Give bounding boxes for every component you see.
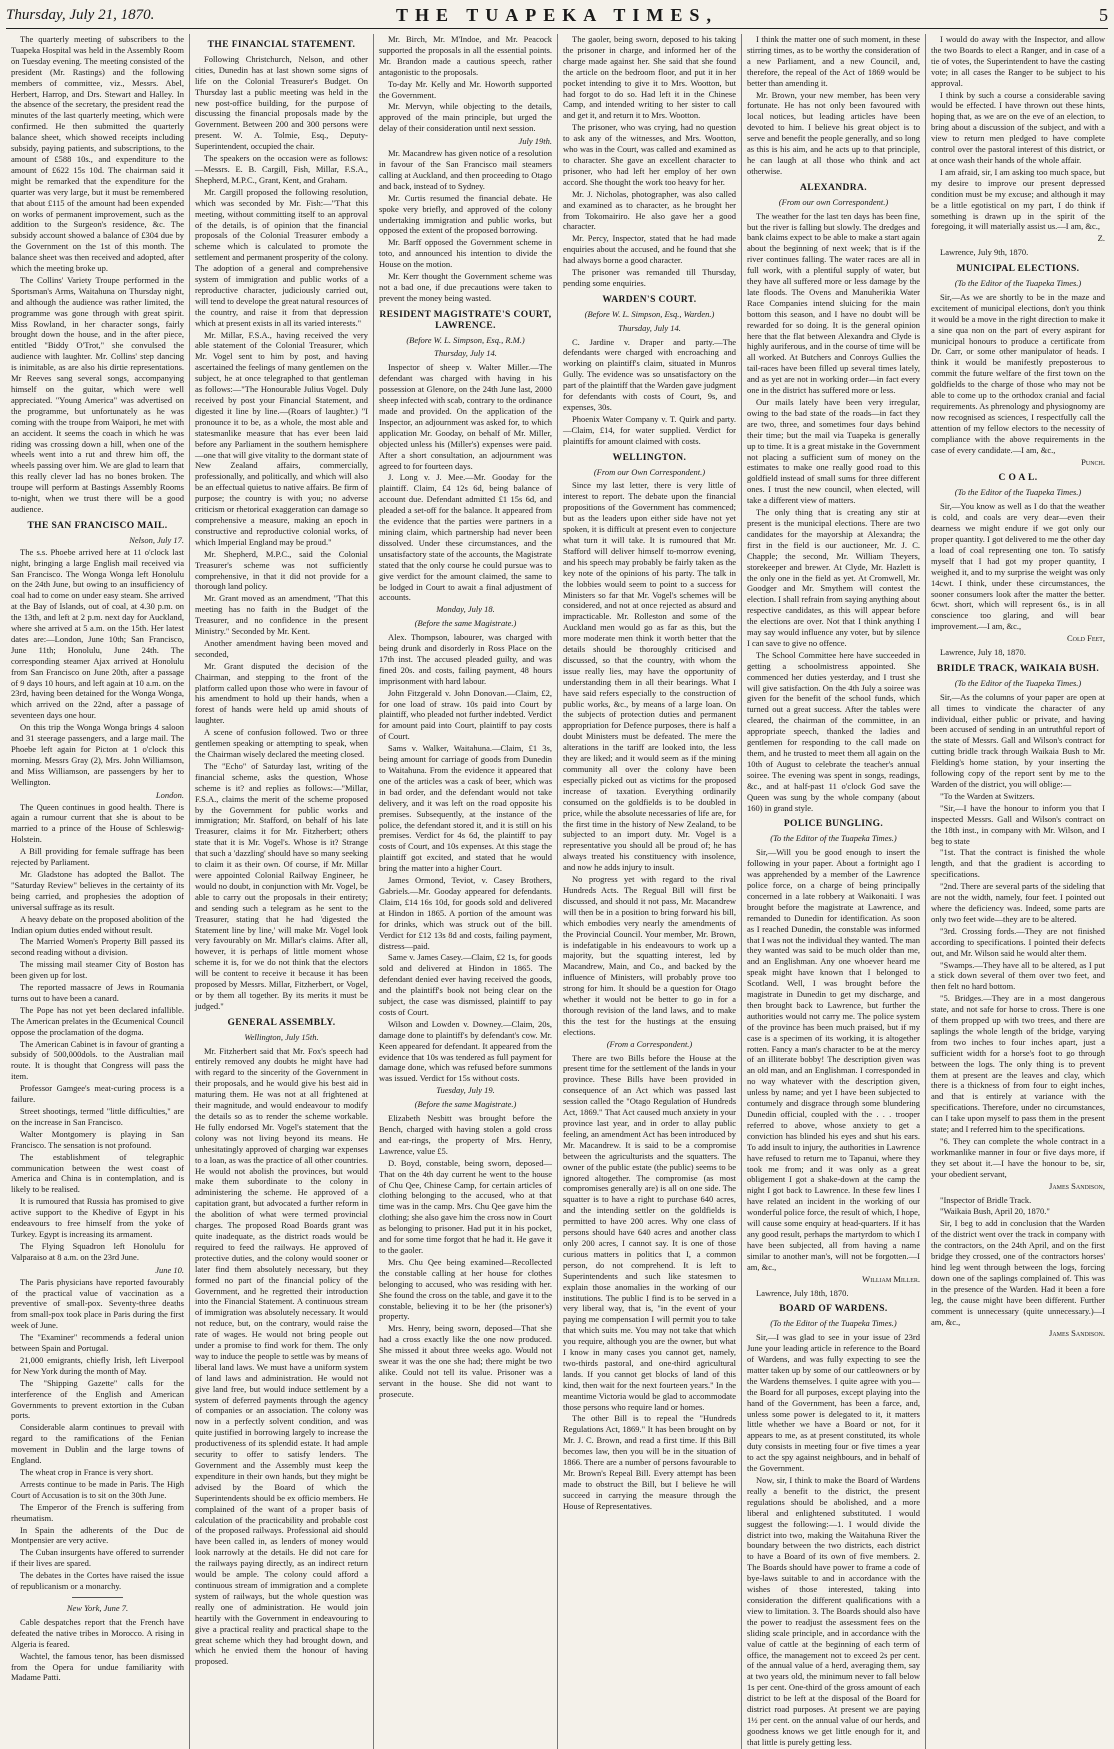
news-item: The reported massacre of Jews in Roumania turns out to have been a canard.	[11, 982, 184, 1003]
variety-troupe-article: The Collins' Variety Troupe performed in the Sportsman's Arms, Waitahuna on Thursday night, and although the audience was rather limited, the programme was gone through with great spirit. Miss Rowland, in her character songs, fairly brought down the house, and in the after piece, entitled "Biddy O'Trot," she convulsed the audience with laughter. Mr. Collins' step dancing is inimitable, as are also his dirtie representations. Mr Reeves sang several songs, accompanying himself on the guitar, which were well appreciated. "Young America" was advertised on the programme, but unfortunately as he was coming with the troupe from Waipori, he met with an accident. It seems the coach in which he was riding was crossing down a hill, when one of the wheels went into a rut and threw him off, the wheels passing over him. We are glad to learn that this really clever lad has no bones broken. The troupe will perform at Bastings Assembly Rooms to-night, when we trust there will be a good audience.	[11, 274, 184, 514]
news-item: A heavy debate on the proposed abolition of the Indian opium duties ended without result.	[11, 913, 184, 935]
board-byline: (To the Editor of the Tuapeka Times.)	[770, 1318, 897, 1329]
alexandra-paragraph: The weather for the last ten days has been fine, but the river is falling but slowly. The dredges and bank claims expect to be able to make a start again about the beginning of next week; that is if the river continues falling. The water races are all in full work, with a plentiful supply of water, but they have all suffered more or less damage by the late floods. The Ovens and Manuherikia Water Race Companies intend sluicing for the main bottom this season, and I have no doubt will be rewarded for so doing. It is the general opinion here that the flat between Alexandra and Clyde is highly auriferous, and in the course of time will be all worked. At Butchers and Conroys Gullies the tail-races have been filled up several times lately, and as yet are not in working order—in fact every one in the district has suffered more or less.	[747, 210, 920, 396]
board-date: Lawrence, July 9th, 1870.	[940, 247, 1029, 258]
news-item: In Spain the adherents of the Duc de Montpensier are very active.	[11, 1524, 184, 1546]
board-paragraph: I think by such a course a considerable saving would be effected. I have thrown out these hints, hoping that, as we are on the eve of an election, to bring about a discussion of the subject, and with a view to return men pledged to have complete control over the pastoral interest of this district, or at once wash their hands of the whole affair.	[931, 89, 1105, 165]
news-item: The American Cabinet is in favour of granting a subsidy of 500,000dols. to the Australian mail route. It is thought that Congress will pass the item.	[11, 1038, 184, 1082]
news-item: A Bill providing for female suffrage has been rejected by Parliament.	[11, 846, 184, 868]
court-case: John Fitzgerald v. John Donovan.—Claim, £2, for one load of straw. 10s paid into Court by plaintiff, who pleaded not further indebted. Verdict for amount paid into Court, plaintiff to pay costs of Court.	[379, 687, 552, 742]
resident-court-date: Monday, July 18.	[436, 604, 495, 615]
alexandra-heading: ALEXANDRA.	[799, 182, 868, 193]
column-5	[742, 34, 926, 1749]
bridle-paragraph: "Sir,—I have the honour to inform you that I inspected Messrs. Gall and Wilson's contract on the 18th inst., in company with Mr. Wilson, and I beg to state	[931, 802, 1105, 846]
financial-paragraph: The speakers on the occasion were as follows:—Messrs. E. B. Cargill, Fish, Millar, F.S.A., Shepherd, M.P.C., Grant, Kent, and Graham.	[195, 153, 368, 185]
board-paragraph: I would do away with the Inspector, and allow the two Boards to elect a Ranger, and in case of a tie of votes, the Superintendent to have the casting vote; in all cases the Ranger to be subject to his approval.	[931, 34, 1105, 88]
resident-court-magistrate: (Before the same Magistrate.)	[414, 618, 517, 629]
bridle-paragraph: Sir,—As the columns of your paper are open at all times to vindicate the character of any individual, either public or private, and having been accused of sending in an untruthful report of the state of Messrs. Gall and Wilson's contract for cutting bridle track through Waikaia Bush to Mr. Fielding's home station, by your inserting the following copy of the report sent by me to the Warden of the district, you will oblige:—	[931, 691, 1105, 789]
news-item: The "Examiner" recommends a federal union between Spain and Portugal.	[11, 1332, 184, 1354]
court-case: Same v. James Casey.—Claim, £2 1s, for goods sold and delivered at Hindon in 1865. The defendant denied ever having received the goods, and the plaintiff's book not being clear on the subject, the case was dismissed, plaintiff to pay costs of Court.	[379, 952, 552, 1017]
coal-signature: Cold Feet,	[1067, 633, 1105, 644]
resident-court-date: Tuesday, July 19.	[436, 1085, 495, 1096]
wardens-court-date: Thursday, July 14.	[618, 322, 681, 333]
news-item: Street shootings, termed "little difficulties," are on the increase in San Francisco.	[11, 1106, 184, 1127]
divider	[72, 1597, 124, 1598]
financial-paragraph: Mr. Millar, F.S.A., having received the very able statement of the Colonial Treasurer, which Mr. Vogel sent to him by post, and having ascertained the feelings of many gentlemen on the subject, he at once telegraphed to that gentleman as follows:—"The Honourable Julius Vogel. Duly received by post your Financial Statement, and digested it line by line.—(Roars of laughter.) "I pronounce it to be, as a whole, the most able and statesmanlike measure that has ever been laid before any Parliament in the southern hemisphere—one that will give vitality to the dormant state of New Zealand affairs, commercially, professionally, and politically, and which will also be an effectual quietus to native affairs. Be firm of purpose; the country is with you; no adverse criticism or rhetorical exaggeration can damage so comprehensive a measure, making an epoch in constructive and reproductive colonial works, of which Imperial England may be proud."	[195, 329, 368, 547]
financial-paragraph: Following Christchurch, Nelson, and other cities, Dunedin has at last shown some signs of life on the Colonial Treasurer's Budget. On Thursday last a public meeting was held in the new post-office building, for the purpose of discussing the financial proposals made by the Government. Between 200 and 300 persons were present. W. A. Tolmie, Esq., Deputy-Superintendent, occupied the chair.	[195, 53, 368, 152]
court-case: The gaoler, being sworn, deposed to his taking the prisoner in charge, and informed her of the charge made against her. She said that she found the article on the bedroom floor, and put it in her pocket intending to give it to Mrs. Wootton, but had forgot to do so. Had left it in the Chinese Camp, and intended writing to her sister to call and get it, and return it to Mrs. Wootton.	[563, 34, 736, 121]
bridle-paragraph: "To the Warden at Switzers.	[940, 790, 1035, 801]
page-number: 5	[1099, 5, 1108, 25]
financial-paragraph: Mr. Grant moved as an amendment, "That this meeting has no faith in the Budget of the Treasurer, and no confidence in the present Ministry." Seconded by Mr. Kent.	[195, 593, 368, 637]
court-case: J. Long v. J. Mee.—Mr. Gooday for the plaintiff. Claim, £4 12s 6d, being balance of account due. Defendant admitted £1 15s 6d, and pleaded a set-off for the balance. It appeared from the evidence that the parties were partners in a mining claim, which partnership had never been dissolved. Under these circumstances, and the unsatisfactory state of the accounts, the Magistrate stated that the only course he could pursue was to give verdict for the amount claimed, the same to be lodged in Court to await a final adjustment of accounts.	[379, 472, 552, 603]
news-item: Arrests continue to be made in Paris. The High Court of Accusation is to sit on the 30th June.	[11, 1478, 184, 1500]
resident-court-magistrate: (Before W. L. Simpson, Esq., R.M.)	[406, 334, 525, 345]
news-item: The Paris physicians have reported favourably of the practical value of vaccination as a preventive of small-pox. Seventy-three deaths from small-pox took place in Paris during the first week of June.	[11, 1276, 184, 1331]
municipal-heading: MUNICIPAL ELECTIONS.	[956, 264, 1080, 275]
court-case: Mrs. Henry, being sworn, deposed—That she had a cross exactly like the one now produced. She missed it about three weeks ago. Would not swear it was the one she had; there might be two alike. Could not tell its value. Prisoner was a servant in the house. She did not want to prosecute.	[379, 1323, 552, 1399]
news-item: The Pope has not yet been declared infallible. The American prelates in the Œcumenical Council oppose the proclamation of the dogma.	[11, 1004, 184, 1037]
wardens-case: C. Jardine v. Draper and party.—The defendants were charged with encroaching and working on plaintiff's claim, situated in Munros Gully. The evidence was so unsatisfactory on the part of the plaintiff that the Warden gave judgment for defendants with costs of Court, 9s, and expenses, 30s.	[563, 336, 736, 412]
financial-heading: THE FINANCIAL STATEMENT.	[207, 40, 356, 50]
wellington-paragraph: No progress yet with regard to the rival Hundreds Acts. The Regual Bill will first be discussed, and should it not pass, Mr. Macandrew will then be in a position to bring forward his bill, which embodies very nearly the amendments of the Provincial Council. Your member, Mr. Brown, is indefatigable in his endeavours to work up a majority, but the squatting interest, led by Macandrew, Main, and Co., and backed by the influence of Ministers, will probably prove too strong for him. It should be a question for Otago whether it would not be better to go in for a thorough revision of the land laws, and to make this the test for the hustings at the ensuing elections.	[563, 874, 736, 1037]
financial-paragraph: Another amendment having been moved and seconded,	[195, 637, 368, 659]
news-item: Considerable alarm continues to prevail with regard to the ramifications of the Fenian movement in Dublin and the large towns of England.	[11, 1422, 184, 1466]
court-case: Elizabeth Nesbitt was brought before the Bench, charged with having stolen a gold cross and ear-rings, the property of Mrs. Henry, Lawrence, value £5.	[379, 1113, 552, 1156]
municipal-byline: (To the Editor of the Tuapeka Times.)	[954, 278, 1082, 289]
news-item: The Flying Squadron left Honolulu for Valparaiso at 8 a.m. on the 23rd June.	[11, 1240, 184, 1262]
police-signature: William Miller.	[862, 1273, 920, 1284]
coal-date: Lawrence, July 18, 1870.	[940, 647, 1026, 658]
bridle-paragraph: Sir, I beg to add in conclusion that the Warden of the district went over the track in company with the contractors, on the 24th April, and on the first bridge they crossed, one of the contractors horses' hind leg went through between the logs, forcing down one of the saplings complained of. This was in the presence of the Warden. Had it been a fore leg, the cause might have been different. Further comment is unnecessary (quite unnecessary.)—I am, &c.,	[931, 1218, 1105, 1327]
bridle-inspector-signature: James Sandison,	[1049, 1180, 1105, 1191]
assembly-paragraph: To-day Mr. Kelly and Mr. Howorth supported the Government.	[379, 78, 552, 100]
wellington-paragraph: The other Bill is to repeal the "Hundreds Regulations Act, 1869." It has been brought on by Mr. J. C. Brown, and read a first time. If this Bill becomes law, then you will be in the situation of 1866. There are a number of persons favourable to Mr. Brown's Repeal Bill. Every attempt has been made to obstruct the Bill, but I believe he will succeed in carrying the measure through the House of Representatives.	[563, 1413, 736, 1511]
bridle-paragraph: "Swamps.—They have all to be altered, as I put a stick down several of them over two feet, and then felt no hard bottom.	[931, 959, 1105, 992]
wellington-paragraph: Mr. Brown, your new member, has been very fortunate. He has not only been favoured with local notices, but leading articles have been devoted to him. I believe his great object is to serve and benefit the people generally, and so long as this is his aim, and he acts up to that principle, he can laugh at all those who think and act otherwise.	[747, 89, 920, 176]
coal-letter: Sir,—You know as well as I do that the weather is cold, and coals are very dear—even their dearness we might endure if we got only our proper quantity. I got delivered to me the other day a load of coal representing one ton. To satisfy myself that I had got my proper quantity, I weighed it, and to my surprise the weight was only 14cwt. I think, under these circumstances, the sooner consumers look after the matter the better. 6cwt. short, which will represent 6s., is in all conscience too glaring, and will bear improvement.—I am, &c.,	[931, 501, 1105, 632]
news-item: Walter Montgomery is playing in San Francisco. The sensation is not profound.	[11, 1128, 184, 1150]
wellington-paragraph: There are two Bills before the House at the present time for the settlement of the lands in your province. These Bills have been provided in consequence of an Act which was passed last session called the "Otago Regulation of Hundreds Act, 1869." That Act caused much anxiety in your province last year, and in order to allay public feeling, an amendment Act has been introduced by Mr. Macandrew. It is said to be a compromise between the agriculturists and the squatters. The owner of the public estate (the public) seems to be ignored altogether. The compromise (as most compromises generally are) is all on one side. The squatter is to have a right to purchase 640 acres, and the intending settler on the goldfields is permitted to have 200 acres. Why one class of persons should have 640 acres and another class only 200 acres, I cannot say. It is one of those curious matters in politics that I, a common person, do not comprehend. It is left to Superintendents and such like statesmen to explain those anomalies in the working of our institutions. The public I find is to be served in a very liberal way, that is, "in the event of your paying me compensation I will permit you to take that which suits me. You may not take that which you require, although you are the owner, but what I know in many cases you cannot get, namely, two-thirds pastoral, and one-third agricultural lands. If you cannot get blocks of land of this kind, then wait for the next fourteen years." In the meantime Victoria would be glad to accommodate those persons who require land or homes.	[563, 1052, 736, 1412]
board-paragraph: Now, sir, I think to make the Board of Wardens really a benefit to the district, the present regulations should be abolished, and a more liberal and enlightened substituted. I would suggest the following:—1. I would divide the district into two, making the Waitahuna River the boundary between the two districts, each district to have a Board of its own of five members. 2. The Boards should have power to frame a code of bye-laws suitable to and in accordance with the wishes of those interested, taking into consideration the different qualifications with a view to limitation. 3. The Boards should also have the power to readjust the assessment fees on the sliding scale principle, and in accordance with the value of cattle at the beginning of each term of office, the management not to exceed 2s per cent. of the annual value of a herd, averaging them, say at two years old, the minimum never to fall below 1s per cent. One-third of the gross amount of each district to be left at the disposal of the Board for district road purposes. At present we are paying 1½ per cent. on the annual value of our herds, and goodness knows we get little enough for it, and that little is purely getting less.	[747, 1475, 920, 1747]
court-case: Alex. Thompson, labourer, was charged with being drunk and disorderly in Ross Place on the 17th inst. The accused pleaded guilty, and was fined 20s. and costs, failing payment, 48 hours imprisonment with hard labour.	[379, 632, 552, 686]
court-case: Mr. Percy, Inspector, stated that he had made enquiries about the accused, and he found that she had always borne a good character.	[563, 233, 736, 266]
column-3	[374, 34, 558, 1749]
wellington-paragraph: I think the matter one of such moment, in these stirring times, as to be worthy the consideration of a new Parliament, and a new Council, and, therefore, the repeal of the Act of 1869 would be better than amending it.	[747, 34, 920, 88]
bridle-paragraph: "6. They can complete the whole contract in a workmanlike manner in four or five days more, if they set about it.—I have the honour to be, sir, your obedient servant,	[931, 1136, 1105, 1179]
masthead	[6, 4, 1108, 29]
news-item: The Married Women's Property Bill passed its second reading without a division.	[11, 936, 184, 958]
court-case: The prisoner was remanded till Thursday, pending some enquiries.	[563, 267, 736, 288]
court-case: James Ormond, Teviot, v. Casey Brothers, Gabriels.—Mr. Gooday appeared for defendants. Claim, £14 16s 10d, for goods sold and delivered at Hindon in 1865. A portion of the amount was for drinks, which was struck out of the bill. Verdict for £12 13s 8d and costs, failing payment, distress—paid.	[379, 875, 552, 951]
news-item: It is rumoured that Russia has promised to give active support to the Khedive of Egypt in his endeavours to free himself from the yoke of Turkey. Egypt is increasing its armament.	[11, 1196, 184, 1239]
news-item: The establishment of telegraphic communication between the west coast of America and China is in contemplation, and is likely to be realised.	[11, 1151, 184, 1195]
assembly-paragraph: Mr. Barff opposed the Government scheme in toto, and announced his intention to divide the House on the motion.	[379, 237, 552, 270]
news-item: The wheat crop in France is very short.	[20, 1467, 154, 1477]
police-heading: POLICE BUNGLING.	[783, 819, 884, 830]
bridle-paragraph: "Waikaia Bush, April 20, 1870."	[940, 1206, 1050, 1217]
court-case: Wilson and Lowden v. Downey.—Claim, 20s, damage done to plaintiff's by defendant's cow. Mr. Keen appeared for defendant. It appeared from the evidence that 10s was tendered as full payment for damage done, which was refused before summons was issued. Verdict for 15s without costs.	[379, 1018, 552, 1084]
police-letter: Sir,—Will you be good enough to insert the following in your paper. About a fortnight ago I was apprehended by a member of the Lawrence police force, on a charge of being principally concerned in a late robbery at Waikonaiti. I was brought before the magistrate at Lawrence, and remanded to Dunedin for identification. As soon as I reached Dunedin, the constable was informed that I was not the individual they wanted. The man they wanted was said to be much older than me, and an Englishman. Any one whoever heard me speak might have known that I belonged to Scotland. Well, I was brought before the magistrate in Dunedin to get my discharge, and then brought back to Lawrence, but further the authorities would not carry me. The police system of the province has been much praised, but if my case is a specimen of its working, it is altogether rotten. Fancy a man's character to be at the mercy of an illiterate bobby! The description given was an old man, and an Englishman. I corresponded in no way whatever with the description given, unless by name; and yet I have been subjected to contumely and disgrace through some blundering Dunedin official, coupled with the . . . trooper referred to above, whose anxiety to get a conviction has blinded his eyes and shut his ears. To add insult to injury, the authorities in Lawrence have refused to return me to Tapanui, where they took me from; and it was only as a great obligement I got a shake-down at the camp the night I got back to Lawrence. In these few lines I have related an incident in the working of our wonderful police force, the result of which, I hope, will cause some enquiry at head-quarters. If it has any good result, perhaps the martyrdom to which I have been subjected, all from having a name similar to another man's, will not be forgotten.—I am, &c.,	[747, 847, 921, 1272]
resident-court-heading: RESIDENT MAGISTRATE'S COURT, LAWRENCE.	[379, 309, 552, 331]
board-signature: Z.	[1097, 233, 1105, 244]
police-byline: (To the Editor of the Tuapeka Times.)	[770, 833, 897, 844]
alexandra-byline: (From our own Correspondent.)	[778, 196, 889, 207]
financial-paragraph: A scene of confusion followed. Two or three gentlemen speaking or attempting to speak, when the Chairman wisely declared the meeting closed.	[195, 727, 368, 759]
assembly-paragraph: Mr. Fitzherbert said that Mr. Fox's speech had entirely removed any doubts he might have had with regard to the sincerity of the Government in their proposals, and he would give his best aid in maturing them. He was not at all frightened at their magnitude, and would endeavour to modify the details so as to render the scheme workable. He fully endorsed Mr. Vogel's statement that the colony was not living beyond its means. He unhesitatingly approved of charging war expenses to a loan, as was the practice of all other countries. He would not abolish the provinces, but would make them subordinate to the colony in administering the scheme. He approved of a capitation grant, but advocated a further reform in the abolition of what were termed provincial charges. The proposed Road Boards grant was quite inadequate, as the district roads would be required to feed the railways. He approved of protective duties, and the colony would sooner or later find them absolutely necessary, but they formed no part of the financial policy of the Government, and he regretted their introduction into the Financial Statement. A continuous stream of immigration was absolutely necessary. It would not reduce, but, on the contrary, would raise the rate of wages. He would not bring people out under a promise to find work for them. The only way to induce the people to settle was by means of liberal land laws. We must have a uniform system of land laws and administration. He would not give land free, but would induce settlement by a system of deferred payments through the agency of companies or an association. The colony was now in a perfectly solvent condition, and was quite justified in borrowing largely to increase the productiveness of its splendid estate. It had ample security to offer to satisfy lenders. The Government and the Assembly must keep the expenditure in their own hands, but they might be advised by the Board of which the Superintendents should be ex officio members. He complained of the want of a proper basis of calculation of the practicability and probable cost of the proposed railways. Professional aid should have been called in, as lenders of money would look narrowly at the details. He did not care for the railways paying directly, as an indirect return would be ample. The colony could afford a continuous stream of immigration and a complete system of railways, but the whole question was really one of administration. He would join heartily with the Government in endeavouring to give a practical reality and practical shape to the great scheme which they had brought down, and which he envied them the honour of having proposed.	[195, 1045, 368, 1667]
wardens-court-warden: (Before W. L. Simpson, Esq., Warden.)	[584, 308, 715, 319]
news-item: Wachtel, the famous tenor, has been dismissed from the Opera for undue familiarity with Madame Patti.	[11, 1650, 184, 1683]
bridle-paragraph: "5. Bridges.—They are in a most dangerous state, and not safe for horse to cross. There is one of them propped up with two trees, and there are saplings the whole length of the bridge, varying from two inches to four inches apart, just a sufficient width for a horse's foot to go through between the logs. The only thing is to prevent them at present are the leaves and clay, which there is a thickness of from four to eight inches, and that is entirely at variance with the specifications. Therefore, under no circumstances, can I take upon myself to pass them in the present state; and I referred him to the specifications.	[931, 993, 1105, 1135]
court-case: Sams v. Walker, Waitahuna.—Claim, £1 3s, being amount for carriage of goods from Dunedin to Waitahuna. From the evidence it appeared that one of the articles was a cask of beer, which was in bad order, and the defendant would not take delivery, and it was left on the road opposite his premises. Subsequently, at the instance of the police, the defendant stored it, and it is still on his premises. Verdict for 4s 6d, the plaintiff to pay costs of Court, and 10s expenses. At this stage the plaintiff got excited, and stated that he would bring the matter into a higher Court.	[379, 743, 552, 874]
board-paragraph: Sir,—I was glad to see in your issue of 23rd June your leading article in reference to the Board of Wardens, and was fully expecting to see the matter taken up by some of our cattleowners or by the Wardens themselves. I quite agree with you—the Board for all purposes, except playing into the hand of the Government, has been a farce, and, unless some power is delegated to it, it matters little whether we have a Board or not, for it appears to me, as at present constituted, its whole duty consists in meeting four or five times a year to act the spy against neighbours, and in behalf of the Government.	[747, 1332, 920, 1474]
column-4	[558, 34, 742, 1749]
june-dateline: June 10.	[155, 1264, 184, 1275]
municipal-signature: Punch.	[1081, 456, 1105, 467]
court-case: The prisoner, who was crying, had no question to ask any of the witnesses, and Mrs. Wootton, who was in the Court, was called and examined as to character. She gave an excellent character to prisoner, who had left her employ of her own accord. She thought the work too heavy for her.	[563, 122, 736, 187]
wellington-byline: (From our Own Correspondent.)	[593, 466, 706, 477]
bridle-signature: James Sandison.	[1049, 1328, 1105, 1339]
news-item: 21,000 emigrants, chiefly Irish, left Liverpool for New York during the month of May.	[11, 1354, 184, 1376]
column-2	[190, 34, 374, 1749]
news-item: The debates in the Cortes have raised the issue of republicanism or a monarchy.	[11, 1570, 184, 1592]
news-item: The "Shipping Gazette" calls for the interference of the English and American Governments to prevent extortion in the Cuban ports.	[11, 1377, 184, 1421]
mail-dateline: Nelson, July 17.	[129, 534, 184, 545]
mail-paragraph: On this trip the Wonga Wonga brings 4 saloon and 31 steerage passengers, and a large mail. The Phoebe left again for Picton at 1 o'clock this morning. Messrs Gray (2), Mrs. John Williamson, and Miss Williamson, are passengers by her to Wellington.	[11, 722, 184, 787]
assembly-paragraph: Mr. Birch, Mr. M'Indoe, and Mr. Peacock supported the proposals in all the essential points. Mr. Brandon made a cautious speech, rather antagonistic to the proposals.	[379, 34, 552, 77]
bridle-paragraph: "Inspector of Bridle Track.	[940, 1194, 1032, 1205]
court-case: Inspector of sheep v. Walter Miller.—The defendant was charged with having in his possession at Glenore, on the 24th June last, 2000 sheep infected with scab, contrary to the ordinance made and provided. On the application of the Inspector, an adjournment was asked for, to which application Mr. Gooday, on behalf of Mr. Miller, objected unless his (Miller's) expenses were paid. After a short consultation, an adjournment was agreed to for fourteen days.	[379, 362, 552, 471]
alexandra-paragraph: The only thing that is creating any stir at present is the municipal elections. There are two candidates for the mayorship at Alexandra; the first in the field is our auctioneer, Mr. J. C. Chapple; the second, Mr. William Theyers, storekeeper and brewer. At Clyde, Mr. Hazlett is the only one in the field as yet. At Cromwell, Mr. Goodger and Mr. Smythem will contest the election. I shall refrain from saying anything about respective candidates, as this will appear before the elections are over. Not that I think anything I may say would influence any voter, but by silence I can save to give no offence.	[747, 507, 920, 648]
assembly-dateline-2: July 19th.	[518, 136, 552, 147]
alexandra-paragraph: The School Committee here have succeeded in getting a schoolmistress appointed. She commenced her duties yesterday, and I trust she will give satisfaction. On the 4th July a soiree was given for the benefit of the school funds, which turned out a great success. After the tables were cleared, the chairman of the committee, in an appropriate speech, thanked the ladies and gentlemen for responding to the call made on them, and he trusted to meet them all again on the 10th of August to celebrate the teacher's annual soiree. The evening was spent in songs, readings, &c., and at half-past 11 o'clock God save the Queen was sung by the whole company (about 160) in grand style.	[747, 649, 920, 813]
mail-paragraph: The s.s. Phoebe arrived here at 11 o'clock last night, bringing a large English mail received via San Francisco. The Wonga Wonga left Honolulu on the 24th June, but owing to an insufficiency of coal had to come on under easy steam. She arrived at the Bay of Islands, out of coal, at 4.30 p.m. on the 13th, and left at 2 p.m. next day for Auckland, where she arrived at 5 a.m. on the 15th. Her latest dates are:—London, June 10th; San Francisco, June 11th; Honolulu, June 24th. The corresponding steamer Ajax arrived at Honolulu from San Francisco on June 20th, after a passage of 9 days 10 hours, and left again at 10 a.m. on the 23rd, having been detained for the Wonga Wonga, which arrived on the 22nd, after a passage of seventeen days one hour.	[11, 546, 184, 721]
coal-byline: (To the Editor of the Tuapeka Times.)	[954, 487, 1082, 498]
court-case: Mrs. Chu Qee being examined—Recollected the constable calling at her house for clothes belonging to accused, who was residing with her. She found the cross on the table, and gave it to the constable, believing it to be her (the prisoner's) property.	[379, 1256, 552, 1322]
financial-paragraph: Mr. Grant disputed the decision of the Chairman, and stepping to the front of the platform called upon those who were in favour of his amendment to hold up their hands, when a forest of hands were held up amid shouts of laughter.	[195, 660, 368, 726]
bridle-paragraph: "1st. That the contract is finished the whole length, and that the gradient is according to specifications.	[931, 847, 1105, 880]
assembly-paragraph: Mr. Mervyn, while objecting to the details, approved of the main principle, but urged the delay of their consideration until next session.	[379, 101, 552, 134]
police-date: Lawrence, July 18th, 1870.	[756, 1287, 849, 1298]
news-item: The Emperor of the French is suffering from rheumatism.	[11, 1501, 184, 1523]
mail-heading: THE SAN FRANCISCO MAIL.	[27, 520, 168, 531]
news-item: The missing mail steamer City of Boston has been given up for lost.	[11, 959, 184, 981]
issue-date: Thursday, July 21, 1870.	[6, 7, 155, 23]
assembly-paragraph: Mr. Macandrew has given notice of a resolution in favour of the San Francisco mail steamers calling at Auckland, and then proceeding to Otago and back, instead of to Sydney.	[379, 148, 552, 191]
london-dateline: London.	[155, 789, 184, 800]
bridle-paragraph: "2nd. There are several parts of the sideling that are not the width, namely, four feet. I pointed out where the deficiency was. Indeed, some parts are only two feet wide—they are to be altered.	[931, 881, 1105, 924]
wardens-court-heading: WARDEN'S COURT.	[602, 294, 697, 305]
financial-paragraph: The "Echo" of Saturday last, writing of the financial scheme, asks the question, Whose scheme is it? and replies as follows:—"Millar, F.S.A., claims the merit of the scheme proposed by the Government for public works and immigration; Mr. Stafford, on behalf of his late Treasurer, claims it for Mr. Fitzherbert; others state that it is Mr. Vogel's. Whose is it? Strange that such a 'dazzling' should have so many seeking to claim it as their own. Of course, if Mr. Millar were appointed Colonial Railway Engineer, he would no doubt, in conjunction with Mr. Vogel, be able to carry out the proposals in their entirety; and sending such a telegram as he sent to the Treasurer, stating that he had 'digested the Statement line by line,' will make Mr. Vogel look very favourably on Mr. Millar's claims. After all, however, it is perhaps of little moment whose scheme it is, for we do not think that the electors will be content to receive it because it has been proposed by Messrs. Millar, Fitzherbert, or Vogel, or by them all together. By its merits it must be judged."	[195, 760, 368, 1011]
newspaper-columns	[6, 34, 1110, 1747]
alexandra-paragraph: Our mails lately have been very irregular, owing to the bad state of the roads—in fact they are two, three, and sometimes four days behind their time; but the mail via Tuapeka is generally up to time. It is a great mistake in the Government not placing a sufficient sum of money on the estimates to make one really good road to this goldfield instead of small sums for three different ones. I trust the new council, when elected, will take a different view of matters.	[747, 397, 920, 506]
court-case: Mr. J. Nicholas, photographer, was also called and examined as to character, as he brought her from Tokomairiro. He also gave her a good character.	[563, 188, 736, 232]
wardens-case: Phoenix Water Company v. T. Quirk and party.—Claim, £14, for water supplied. Verdict for plaintiffs for amount claimed with costs.	[563, 413, 736, 446]
financial-paragraph: Mr. Shepherd, M.P.C., said the Colonial Treasurer's scheme was not sufficiently comprehensive, in that it did not provide for a thorough land policy.	[195, 548, 368, 592]
assembly-dateline: Wellington, July 15th.	[244, 1031, 319, 1042]
new-york-dateline: New York, June 7.	[66, 1602, 129, 1613]
news-item: The Queen continues in good health. There is again a rumour current that she is about to be married to a prince of the House of Schleswig-Holstein.	[11, 801, 184, 845]
resident-court-date: Thursday, July 14.	[434, 348, 497, 359]
news-item: Cable despatches report that the French have defeated the native tribes in Morocco. A rising in Algeria is feared.	[11, 1616, 184, 1649]
coal-heading: C O A L.	[998, 473, 1038, 484]
news-item: Professor Gamgee's meat-curing process is a failure.	[11, 1083, 184, 1105]
board-paragraph: I am afraid, sir, I am asking too much space, but my desire to improve our present depressed condition must be my excuse; and although it may be a little egotistical on my part, I do think if something is drawn up in the spirit of the foregoing, it will materially assist us.—I am, &c.,	[931, 166, 1105, 232]
assembly-paragraph: Mr. Kerr thought the Government scheme was not a bad one, if due precautions were taken to prevent the money being wasted.	[379, 271, 552, 303]
board-heading: BOARD OF WARDENS.	[779, 1304, 888, 1315]
wellington-paragraph: Since my last letter, there is very little of interest to report. The debate upon the financial propositions of the Government has commenced; but as the leaders upon either side have not yet spoken, it is difficult at present even to conjecture what turn it will take. It is rumoured that Mr. Stafford will deliver himself to-morrow evening, and his speech may probably be fairly taken as the key note of the opinions of his party. The talk in the lobbies would seem to point to a success for Ministers so far that Mr. Vogel's schemes will be considered, and not at once rejected as absurd and impracticable. Mr. Rolleston and some of the Auckland men would go as far as this, but the more moderate men think it worth better that the details should be thoroughly criticised and discussed, so that the country, with whom the issue really lies, may have the opportunity of understanding them in all their bearings. What I have said refers especially to the construction of public works, &c., by means of a large loan. On the subjects of protection duties and permanent appropriation for Defence purposes, there is half a doubt Ministers must be defeated. The mere the alterations in the tariff are looked into, the less they are liked; and it would seem as if the mining community all over the colony have been especially picked out as victims for the proposed increase of taxation. Everything ordinarily consumed on the goldfields is to be doubled in price, while the absolute necessaries of life are, for the first time in the history of New Zealand, to be subjected to an import duty. Mr. Vogel is a representative you should all be proud of; he has always treated his constituency with insolence, and now he adds injury to insult.	[563, 480, 736, 873]
hospital-meeting-article: The quarterly meeting of subscribers to the Tuapeka Hospital was held in the Assembly Room on Tuesday evening. The meeting consisted of the president (Mr. Rastings) and the following members of committee, viz., Messrs. Abel, Herbert, Harrop, and Drs. Stewart and Halley. In the absence of the secretary, the president read the minutes of the last quarterly meeting, which were confirmed. He then submitted the quarterly balance sheet, which showed receipts including subsidy, paying patients, and subscriptions, to the amount of £588 10s., and expenditure to the amount of £622 15s 10d. The chairman said it might be remarked that the expenditure for the quarter was very large, but it must be remembered that about £115 of the amount had been expended on works of permanent improvement, such as the addition to the Surgeon's residence, &c. The subsidy account showed a balance of £304 due by the Government on the 1st of this month. The balance sheet was then received and adopted, after which the meeting broke up.	[11, 34, 184, 274]
bridle-paragraph: "3rd. Crossing fords.—They are not finished according to specifications. I pointed their defects out, and Mr. Wilson said he would alter them.	[931, 925, 1105, 958]
newspaper-title: THE TUAPEKA TIMES,	[396, 5, 718, 25]
wellington-byline-2: (From a Correspondent.)	[606, 1038, 693, 1049]
news-item: The Cuban insurgents have offered to surrender if their lives are spared.	[11, 1547, 184, 1569]
assembly-paragraph: Mr. Curtis resumed the financial debate. He spoke very briefly, and approved of the colony undertaking immigration and public works, but opposed the extent of the proposed borrowing.	[379, 192, 552, 236]
column-6	[926, 34, 1110, 1749]
news-item: Mr. Gladstone has adopted the Ballot. The "Saturday Review" believes in the certainty of its being carried, and prophesies the adoption of universal suffrage as its result.	[11, 868, 184, 912]
column-1	[6, 34, 190, 1749]
financial-paragraph: Mr. Cargill proposed the following resolution, which was seconded by Mr. Fish:—"That this meeting, without committing itself to an approval of the details, is of opinion that the financial proposals of the Colonial Treasurer embody a scheme which is calculated to promote the settlement and permanent prosperity of the colony. The adoption of a general and comprehensive system of immigration and public works of a reproductive character, judiciously carried out, will tend to develope the great natural resources of the country, and raise it from that depression which at present exists in all its varied interests."	[195, 186, 368, 328]
bridle-heading: BRIDLE TRACK, WAIKAIA BUSH.	[936, 663, 1100, 674]
wellington-heading: WELLINGTON.	[612, 452, 687, 463]
municipal-letter: Sir,—As we are shortly to be in the maze and excitement of municipal elections, don't you think it would be a move in the right direction to make it a sine qua non on the part of every aspirant for municipal honours to produce a certificate from Dr. Carr, or some other manipulator of heads. I think it would be manifestly preposterous to commit the future welfare of the first town on the goldfields to the charge of those who may not be able to come up to the orthodox cranial and facial requirements. As phrenology and physiognomy are now recognised as sciences, I respectfully call the attention of my fellow electors to the necessity of compliance with the above requirements in the case of every candidate.—I am, &c.,	[931, 291, 1105, 455]
bridle-byline: (To the Editor of the Tuapeka Times.)	[954, 677, 1082, 688]
court-case: D. Boyd, constable, being sworn, deposed—That on the 4th day current he went to the house of Chu Qee, Chinese Camp, for certain articles of clothing belonging to the accused, who at that time was in the camp. Mrs. Chu Qee gave him the clothing; she also gave him the cross now in Court as belonging to prisoner. Had put it in his pocket, and for some time forgot that he had it. He gave it to the gaoler.	[379, 1157, 552, 1255]
resident-court-magistrate: (Before the same Magistrate.)	[414, 1099, 517, 1110]
assembly-heading: GENERAL ASSEMBLY.	[227, 1017, 336, 1028]
